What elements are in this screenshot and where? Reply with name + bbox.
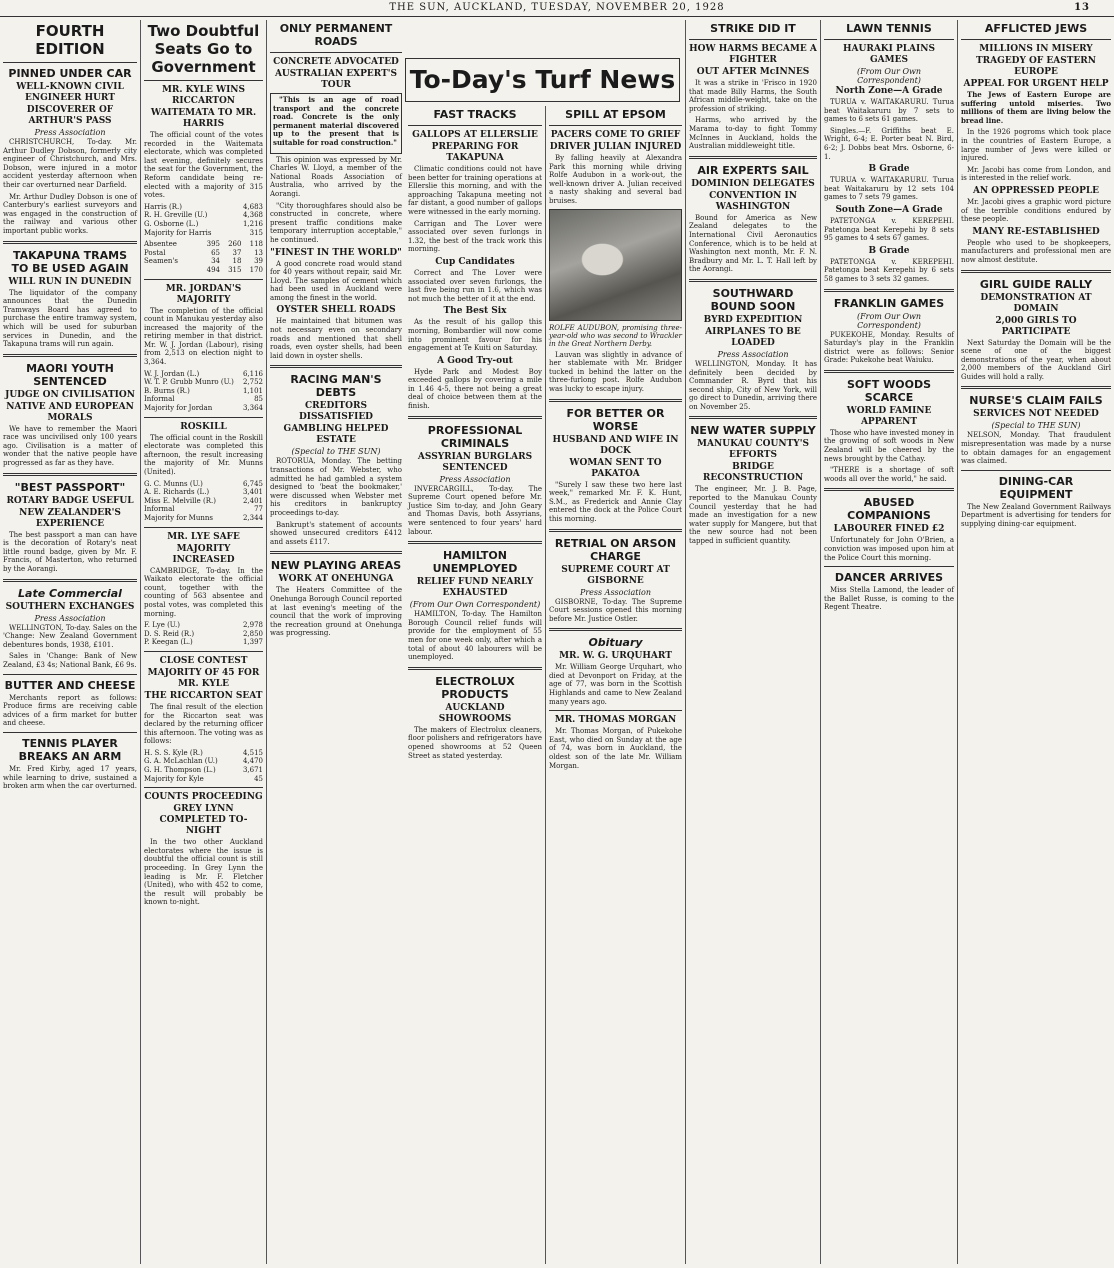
subheading: DRIVER JULIAN INJURED — [549, 142, 682, 152]
headline: SPILL AT EPSOM — [565, 108, 666, 121]
horse-photo — [549, 209, 682, 321]
majority-label: Majority for Jordan — [144, 404, 213, 413]
candidate: G. H. Thompson (L.) — [144, 766, 216, 775]
paragraph: Next Saturday the Domain will be the scene of one of the biggest demonstrations of the year, when about 2,000 members of the Auckland Girl Guides will hold a rally. — [961, 338, 1111, 381]
headline: GIRL GUIDE RALLY — [979, 277, 1093, 291]
majority-label: Majority for Munns — [144, 513, 213, 522]
paragraph: "City thoroughfares should also be constructed in concrete, where present traffic conditions make temporary interruption acceptable," he continued. — [270, 201, 402, 244]
votes: 2,978 — [242, 621, 263, 630]
paragraph: Correct and The Lover were associated over seven furlongs, the last five being run in 1.6, which was not much the better of it at the end. — [408, 268, 542, 303]
candidate: G. A. McLachlan (U.) — [144, 757, 218, 766]
headline: NEW PLAYING AREAS — [270, 559, 402, 573]
table-row — [144, 404, 263, 413]
results-table — [144, 203, 263, 237]
headline: PROFESSIONAL CRIMINALS — [427, 423, 523, 450]
votes: 3,401 — [242, 488, 263, 497]
subheading: OUT AFTER McINNES — [696, 67, 810, 77]
candidate: Harris (R.) — [144, 202, 182, 211]
table-row — [144, 378, 263, 387]
paragraph: Mr. Jacobi has come from London, and is interested in the relief work. — [961, 165, 1111, 183]
votes: 4,368 — [242, 211, 263, 220]
subheading: LABOURER FINED £2 — [833, 524, 945, 535]
table-row — [144, 249, 263, 258]
subheading: ASSYRIAN BURGLARS SENTENCED — [417, 451, 533, 473]
votes: 6,745 — [242, 479, 263, 488]
paragraph: Mr. William George Urquhart, who died at Devonport on Friday, at the age of 77, was born in the Scottish Highlands and came to New Zealand many years ago. — [549, 663, 682, 706]
subheading: HAURAKI PLAINS GAMES — [843, 44, 935, 65]
headline: Late Commercial — [18, 586, 122, 600]
subheading: MR. JORDAN'S MAJORITY — [165, 283, 242, 305]
subheading: "FINEST IN THE WORLD" — [270, 247, 402, 258]
cell: Absentee — [144, 240, 177, 249]
paragraph: TURUA v. WAITAKARURU. Turua beat Waitakaruru by 7 sets to games to 6 sets 61 games. — [824, 98, 954, 124]
paragraph: CHRISTCHURCH, To-day. Mr. Arthur Dudley Dobson, formerly city engineer of Christchurch, and Mrs. Dobson, were injured in a motor accident yesterday afternoon when their car overturned near Darfield. — [3, 138, 137, 189]
subheading: MANUKAU COUNTY'S EFFORTS — [697, 439, 809, 461]
headline: DANCER ARRIVES — [834, 571, 944, 585]
subheading: PACERS COME TO GRIEF — [550, 130, 681, 140]
paragraph: A good concrete road would stand for 40 years without repair, said Mr. Lloyd. The samples of cement which had been used in Auckland were among the finest in the world. — [270, 259, 402, 302]
subheading: JUDGE ON CIVILISATION — [5, 389, 135, 400]
subheading: MR. THOMAS MORGAN — [554, 715, 677, 726]
zone-heading: B Grade — [868, 245, 910, 256]
table-row — [144, 775, 263, 784]
paragraph: Miss Stella Lamond, the leader of the Ballet Russe, is coming to the Regent Theatre. — [824, 586, 954, 612]
paragraph: He maintained that bitumen was not necessary even on secondary roads and mentioned that shell roads, even oyster shells, had been laid down in oyster shells. — [270, 317, 402, 360]
subheading: TRAGEDY OF EASTERN EUROPE — [975, 56, 1097, 77]
subheading: COUNTS PROCEEDING — [144, 792, 263, 803]
table-row — [144, 203, 263, 212]
table-row — [144, 757, 263, 766]
paragraph: Merchants report as follows: Produce firms are receiving cable advices of a firm market for butter and cheese. — [3, 693, 137, 728]
headline: AIR EXPERTS SAIL — [697, 163, 809, 177]
votes: 3,671 — [242, 766, 263, 775]
subheading: MILLIONS IN MISERY — [979, 44, 1093, 54]
credit: (Special to THE SUN) — [291, 447, 381, 457]
results-table — [144, 480, 263, 523]
paragraph: NELSON, Monday. That fraudulent misrepresentation was made by a nurse to obtain damages for an engagement was claimed. — [961, 431, 1111, 466]
cell: 34 — [211, 257, 220, 266]
headline: SOUTHWARD BOUND SOON — [710, 286, 796, 313]
subheading: A Good Try-out — [437, 355, 513, 366]
subheading: WILL RUN IN DUNEDIN — [8, 276, 132, 287]
absentee-table — [144, 240, 263, 274]
column-4 — [405, 106, 545, 1264]
paragraph: PUKEKOHE, Monday. Results of Saturday's play in the Franklin district were as follows: Senior Grade: Pukekohe beat Waiuku. — [824, 330, 954, 365]
subheading: MR. W. G. URQUHART — [559, 651, 672, 662]
paragraph: Mr. Jacobi gives a graphic word picture of the terrible conditions endured by these people. — [961, 197, 1111, 224]
headline: NURSE'S CLAIM FAILS — [969, 394, 1103, 408]
subheading: 2,000 GIRLS TO PARTICIPATE — [995, 315, 1077, 337]
cell: Seamen's — [144, 257, 178, 266]
table-row — [144, 497, 263, 506]
subheading: DOMINION DELEGATES — [691, 178, 815, 189]
subheading: MR. KYLE WINS RICCARTON — [161, 85, 246, 106]
headline: Obituary — [588, 636, 643, 650]
headline: Two Doubtful Seats Go to Government — [147, 22, 260, 76]
candidate: G. Osborne (L.) — [144, 219, 199, 228]
paragraph: Climatic conditions could not have been better for training operations at Ellerslie this morning, and with the approaching Takapuna meeting not far distant, a good number of gallops were witnessed in the early morning. — [408, 165, 542, 216]
credit: Press Association — [717, 349, 789, 359]
cell: 37 — [232, 248, 242, 257]
subheading: NEW ZEALANDER'S EXPERIENCE — [19, 507, 121, 529]
headline: ABUSED COMPANIONS — [847, 496, 931, 523]
zone-heading: South Zone—A Grade — [835, 204, 943, 215]
headline: ONLY PERMANENT ROADS — [279, 22, 393, 48]
table-row — [144, 749, 263, 758]
candidate: R. H. Greville (U.) — [144, 211, 208, 220]
candidate: P. Keegan (L.) — [144, 638, 193, 647]
votes: 1,101 — [242, 386, 263, 395]
votes: 1,216 — [242, 219, 263, 228]
paragraph: Mr. Thomas Morgan, of Pukekohe East, who died on Sunday at the age of 74, was born in Auckland, the oldest son of the late Mr. William Morgan. — [549, 727, 682, 770]
paragraph: Unfortunately for John O'Brien, a conviction was imposed upon him at the Police Court this morning. — [824, 536, 954, 562]
candidate: H. S. S. Kyle (R.) — [144, 748, 203, 757]
votes: 6,116 — [242, 369, 263, 378]
headline: MAORI YOUTH SENTENCED — [26, 361, 114, 388]
subheading: HUSBAND AND WIFE IN DOCK — [552, 434, 679, 456]
paragraph: Mr. Fred Kirby, aged 17 years, while learning to drive, sustained a broken arm when the car overturned. — [3, 764, 137, 791]
candidate: Miss E. Melville (R.) — [144, 496, 216, 505]
subheading: GREY LYNN COMPLETED TO-NIGHT — [159, 804, 248, 837]
paragraph: Mr. Arthur Dudley Dobson is one of Canterbury's earliest surveyors and was engaged in the construction of the railway and various other important public works. — [3, 192, 137, 235]
subheading: WORK AT ONEHUNGA — [278, 574, 394, 585]
paragraph: In the two other Auckland electorates where the issue is doubtful the official count is still proceeding. In Grey Lynn the leading is Mr. F. Fletcher (United), who with 452 to come, the result will probably be known to-night. — [144, 838, 263, 907]
paragraph: Lauvan was slightly in advance of her stablemate with Mr. Bridger tucked in behind the latter on the three-furlong post. Rolfe Audubon was lucky to escape injury. — [549, 350, 682, 393]
table-row — [144, 514, 263, 523]
subheading: DEMONSTRATION AT DOMAIN — [980, 292, 1092, 314]
cell: 13 — [254, 248, 263, 257]
votes: 2,752 — [242, 378, 263, 387]
majority-value: 315 — [249, 228, 263, 237]
candidate: A. E. Richards (L.) — [144, 488, 210, 497]
subheading: PREPARING FOR TAKAPUNA — [431, 142, 519, 163]
subheading: CLOSE CONTEST — [159, 655, 248, 666]
paragraph: The official count in the Roskill electorate was completed this afternoon, the result increasing the majority of Mr. Munns (United). — [144, 433, 263, 476]
table-row — [144, 240, 263, 249]
cell: 18 — [232, 257, 242, 266]
subheading: SUPREME COURT AT GISBORNE — [561, 564, 670, 586]
paragraph: Hyde Park and Modest Boy exceeded gallops by covering a mile in 1.46 4-5, there not being a great deal of choice between them at the finish. — [408, 367, 542, 411]
table-row — [144, 488, 263, 497]
table-row — [144, 480, 263, 489]
subheading: SOUTHERN EXCHANGES — [5, 601, 135, 612]
paragraph: "Surely I saw these two here last week," remarked Mr. F. K. Hunt, S.M., as Frederick and Annie Clay entered the dock at the Police Court this morning. — [549, 480, 682, 523]
paragraph: Harms, who arrived by the Marama to-day to fight Tommy McInnes in Auckland, holds the Australian middleweight title. — [689, 116, 817, 151]
credit: (From Our Own Correspondent) — [856, 311, 922, 330]
table-row — [144, 387, 263, 396]
subheading: ROTARY BADGE USEFUL — [6, 495, 134, 506]
paragraph: The final result of the election for the Riccarton seat was declared by the returning officer this afternoon. The voting was as follows: — [144, 702, 263, 746]
subheading: WOMAN SENT TO PAKATOA — [569, 457, 662, 479]
credit: Press Association — [34, 128, 106, 137]
subheading: AUCKLAND SHOWROOMS — [438, 702, 512, 724]
headline: RACING MAN'S DEBTS — [290, 373, 382, 400]
masthead — [0, 0, 1114, 17]
candidate: G. C. Munns (U.) — [144, 479, 203, 488]
cell: Postal — [144, 248, 166, 257]
cell — [144, 266, 199, 275]
paragraph: The official count of the votes recorded in the Waitemata electorate, which was completed last evening, definitely secures the seat for the Government, the Reform candidate being re-elected with a majority of 315 votes. — [144, 131, 263, 200]
majority-value: 2,344 — [242, 513, 263, 522]
table-row — [144, 370, 263, 379]
paragraph: Sales in 'Change: Bank of New Zealand, £3 4s; National Bank, £6 9s. — [3, 652, 137, 669]
results-table — [144, 749, 263, 783]
cell: 260 — [228, 240, 242, 249]
table-row — [144, 621, 263, 630]
subheading: CONCRETE ADVOCATED — [273, 57, 399, 67]
cell: 395 — [206, 240, 220, 249]
subheading: BYRD EXPEDITION — [703, 314, 803, 325]
paragraph: PATETONGA v. KEREPEHI. Patetonga beat Kerepehi by 6 sets 58 games to 3 sets 32 games. — [824, 257, 954, 283]
paragraph: INVERCARGILL, To-day. The Supreme Court opened before Mr. Justice Sim to-day, and John Geary and Thomas Davis, both Assyrians, were sentenced to four years' hard labour. — [408, 484, 542, 536]
paragraph: The engineer, Mr. J. B. Page, reported to the Manukau County Council yesterday that he had made an investigation for a new water supply for Mangere, but that the new source had not been tapped in sufficient quantity. — [689, 485, 817, 546]
paragraph: GISBORNE, To-day. The Supreme Court sessions opened this morning before Mr. Justice Ostler. — [549, 597, 682, 623]
paragraph: The completion of the official count in Manukau yesterday also increased the majority of the retiring member in that district. Mr. W. J. Jordan (Labour), rising from 2,513 on election night to 3,364. — [144, 306, 263, 367]
majority-value: 45 — [254, 774, 263, 783]
votes: 4,470 — [242, 757, 263, 766]
photo-caption: ROLFE AUDUBON, promising three-year-old who was second to Wrackler in the Great Northern Derby. — [549, 323, 682, 348]
headline: NEW WATER SUPPLY — [690, 424, 816, 438]
candidate: Informal — [144, 395, 175, 404]
votes: 2,850 — [242, 629, 263, 638]
table-row — [144, 220, 263, 229]
table-row — [144, 257, 263, 266]
votes: 1,397 — [242, 638, 263, 647]
quote: "This is an age of road transport and the concrete road. Concrete is the only permanent material discovered up to the present that is suitable for road construction." — [273, 95, 399, 147]
paragraph: PATETONGA v. KEREPEHI. Patetonga beat Kerepehi by 8 sets 95 games to 4 sets 67 games. — [824, 216, 954, 243]
subheading: GAMBLING HELPED ESTATE — [283, 424, 389, 446]
paragraph: We have to remember the Maori race was uncivilised only 100 years ago. Civilisation is a matter of wonder that the native people have progressed as far as they have. — [3, 424, 137, 468]
lead-paragraph: The Jews of Eastern Europe are suffering untold miseries. Two millions of them are living below the bread line. — [961, 90, 1111, 125]
subheading: CREDITORS DISSATISFIED — [299, 401, 373, 423]
headline: DINING-CAR EQUIPMENT — [998, 474, 1074, 501]
paragraph: Those who have invested money in the growing of soft woods in New Zealand will be cheered by the news brought by the Cathay. — [824, 428, 954, 463]
credit: Press Association — [439, 474, 511, 484]
paragraph: ROTORUA, Monday. The betting transactions of Mr. Webster, who admitted he had gambled a system designed to 'beat the bookmaker,' were discussed when Webster met his creditors in bankruptcy proceedings to-day. — [270, 457, 402, 517]
subheading: DISCOVERER OF ARTHUR'S PASS — [26, 105, 114, 126]
paragraph: The best passport a man can have is the decoration of Rotary's neat little round badge, given by Mr. F. Francis, of Masterton, who returned by the Aorangi. — [3, 530, 137, 574]
cell: 118 — [249, 240, 263, 249]
votes: 4,683 — [242, 202, 263, 211]
subheading: RELIEF FUND NEARLY EXHAUSTED — [416, 577, 534, 599]
headline: HAMILTON UNEMPLOYED — [432, 549, 518, 576]
column-3 — [266, 20, 405, 1264]
paragraph: This opinion was expressed by Mr. Charles W. Lloyd, a member of the National Roads Association of Australia, who arrived by the Aorangi. — [270, 155, 402, 198]
votes: 85 — [254, 395, 263, 404]
headline: STRIKE DID IT — [710, 22, 796, 35]
headline: TAKAPUNA TRAMS TO BE USED AGAIN — [11, 248, 129, 275]
table-row — [144, 211, 263, 220]
paragraph: Singles.—F. Griffiths beat E. Wright, 6-4; E. Porter beat N. Bird, 6-2; J. Dobbs beat Mrs. Osborne, 6-1. — [824, 126, 954, 161]
headline: FRANKLIN GAMES — [833, 296, 945, 310]
paragraph: In the 1926 pogroms which took place in the countries of Eastern Europe, a large number of Jews were killed or injured. — [961, 128, 1111, 163]
headline: PINNED UNDER CAR — [8, 67, 132, 80]
paragraph: The New Zealand Government Railways Department is advertising for tenders for supplying dining-car equipment. — [961, 502, 1111, 529]
credit: Press Association — [34, 613, 106, 623]
cell: 315 — [228, 265, 242, 274]
column-7 — [820, 20, 957, 1264]
paragraph: As the result of his gallop this morning, Bombardier will now come into prominent favour for his engagement at Te Kuiti on Saturday. — [408, 318, 542, 353]
table-row — [144, 266, 263, 275]
subheading: MAJORITY INCREASED — [172, 543, 235, 565]
zone-heading: North Zone—A Grade — [835, 86, 943, 96]
table-row — [144, 395, 263, 404]
subheading: WELL-KNOWN CIVIL ENGINEER HURT — [16, 82, 124, 103]
table-row — [144, 229, 263, 238]
cell: 39 — [254, 257, 263, 266]
majority-label: Majority for Harris — [144, 228, 212, 237]
credit: (From Our Own Correspondent) — [409, 600, 541, 610]
results-table — [144, 370, 263, 413]
column-6 — [685, 20, 820, 1264]
subheading: THE RICCARTON SEAT — [144, 690, 263, 701]
paragraph: "THERE is a shortage of soft woods all over the world," he said. — [824, 466, 954, 483]
headline: AFFLICTED JEWS — [984, 22, 1088, 35]
paragraph: People who used to be shopkeepers, manufacturers and professional men are now almost destitute. — [961, 238, 1111, 264]
subheading: MR. LYE SAFE — [167, 531, 240, 542]
subheading: OYSTER SHELL ROADS — [276, 305, 396, 316]
masthead-title: THE SUN, AUCKLAND, TUESDAY, NOVEMBER 20, 1928 — [389, 2, 725, 13]
paragraph: HAMILTON, To-day. The Hamilton Borough Council relief funds will provide for the employment of 55 men for one week only, after which a total of about 40 labourers will be unemployed. — [408, 610, 542, 662]
quote-box — [270, 93, 402, 154]
headline: SOFT WOODS SCARCE — [846, 377, 931, 404]
majority-value: 3,364 — [242, 404, 263, 413]
cell: 494 — [206, 265, 220, 274]
subheading: WORLD FAMINE APPARENT — [846, 405, 932, 427]
edition-heading: FOURTH EDITION — [35, 22, 105, 58]
credit: (Special to THE SUN) — [991, 421, 1081, 431]
paragraph: WELLINGTON, To-day. Sales on the 'Change: New Zealand Government debentures bonds, 1938, £101. — [3, 623, 137, 649]
paragraph: Carrigan and The Lover were associated over seven furlongs in 1.32, the best of the track work this morning. — [408, 219, 542, 254]
subheading: AUSTRALIAN EXPERT'S TOUR — [274, 69, 398, 90]
headline: "BEST PASSPORT" — [14, 480, 126, 494]
paragraph: Bound for America as New Zealand delegates to the International Civil Aeronautics Conference, which is to be held at Washington next month, Mr. F. N. Bradbury and Mr. L. T. Hall left by the Aorangi. — [689, 213, 817, 274]
subheading: AIRPLANES TO BE LOADED — [705, 326, 801, 348]
subheading: GALLOPS AT ELLERSLIE — [412, 130, 538, 140]
paragraph: The liquidator of the company announces that the Dunedin Tramways Board has agreed to purchase the entire tramway system, which will be used for suburban services in Dunedin, and the Takapuna trams will run again. — [3, 288, 137, 349]
paragraph: Bankrupt's statement of accounts showed unsecured creditors £412 and assets £117. — [270, 520, 402, 546]
candidate: B. Burns (R.) — [144, 386, 190, 395]
candidate: W. J. Jordan (L.) — [144, 369, 200, 378]
majority-label: Majority for Kyle — [144, 774, 204, 783]
table-row — [144, 638, 263, 647]
column-8 — [957, 20, 1114, 1264]
cell: 170 — [249, 265, 263, 274]
candidate: D. S. Reid (R.) — [144, 629, 195, 638]
cell: 65 — [211, 248, 220, 257]
candidate: Informal — [144, 505, 175, 514]
headline: ELECTROLUX PRODUCTS — [435, 674, 515, 701]
paragraph: The makers of Electrolux cleaners, floor polishers and refrigerators have opened showrooms at 52 Queen Street as stated yesterday. — [408, 725, 542, 760]
subheading: ROSKILL — [180, 421, 227, 432]
paragraph: The Heaters Committee of the Onehunga Borough Council reported at last evening's meeting of the council that the work of improving the recreation ground at Onehunga was progressing. — [270, 586, 402, 638]
credit: (From Our Own Correspondent) — [856, 67, 922, 85]
subheading: NATIVE AND EUROPEAN MORALS — [6, 401, 134, 423]
paragraph: By falling heavily at Alexandra Park this morning while driving Rolfe Audubon in a work-out, the well-known driver A. Julian received a nasty shaking and several bad bruises. — [549, 154, 682, 205]
headline: FOR BETTER OR WORSE — [566, 406, 665, 433]
zone-heading: B Grade — [868, 164, 910, 175]
turf-news-banner: To-Day's Turf News — [405, 58, 680, 102]
headline: BUTTER AND CHEESE — [4, 678, 136, 692]
subheading: WAITEMATA TO MR. HARRIS — [150, 108, 257, 129]
paragraph: TURUA v. WAITAKARURU. Turua beat Waitakaruru by 12 sets 104 games to 7 sets 79 games. — [824, 176, 954, 202]
headline: LAWN TENNIS — [846, 22, 932, 35]
paragraph: It was a strike in 'Frisco in 1920 that made Billy Harms, the South African middle-weight, take on the profession of striking. — [689, 79, 817, 113]
subheading: APPEAL FOR URGENT HELP — [963, 79, 1109, 89]
subheading: The Best Six — [443, 306, 507, 317]
table-row — [144, 766, 263, 775]
subheading: AN OPPRESSED PEOPLE — [972, 185, 1100, 196]
headline: TENNIS PLAYER BREAKS AN ARM — [18, 736, 122, 763]
headline: RETRIAL ON ARSON CHARGE — [554, 536, 677, 563]
column-2 — [140, 20, 266, 1264]
subheading: CONVENTION IN WASHINGTON — [709, 190, 797, 212]
votes: 77 — [254, 505, 263, 514]
subheading: MANY RE-ESTABLISHED — [972, 226, 1100, 237]
subheading: BRIDGE RECONSTRUCTION — [702, 462, 804, 484]
candidate: W. T. P. Grubb Munro (U.) — [144, 378, 234, 387]
results-table — [144, 621, 263, 647]
paragraph: CAMBRIDGE, To-day. In the Waikato electorate the official count, together with the counting of 563 absentee and postal votes, was completed this morning. — [144, 566, 263, 618]
subheading: Cup Candidates — [435, 256, 515, 267]
credit: Press Association — [579, 587, 652, 597]
votes: 2,401 — [242, 496, 263, 505]
column-1 — [0, 20, 140, 1264]
paragraph: WELLINGTON, Monday. It has definitely been decided by Commander R. Byrd that his second ship, City of New York, will go direct to Dunedin, arriving there on November 25. — [689, 359, 817, 411]
headline: FAST TRACKS — [433, 108, 517, 121]
votes: 4,515 — [242, 748, 263, 757]
subheading: SERVICES NOT NEEDED — [973, 409, 1099, 420]
table-row — [144, 505, 263, 514]
subheading: MAJORITY OF 45 FOR MR. KYLE — [147, 667, 260, 689]
candidate: F. Lye (U.) — [144, 621, 181, 630]
page-number: 13 — [1074, 2, 1090, 13]
table-row — [144, 630, 263, 639]
subheading: HOW HARMS BECAME A FIGHTER — [689, 44, 817, 65]
column-5 — [545, 106, 685, 1264]
